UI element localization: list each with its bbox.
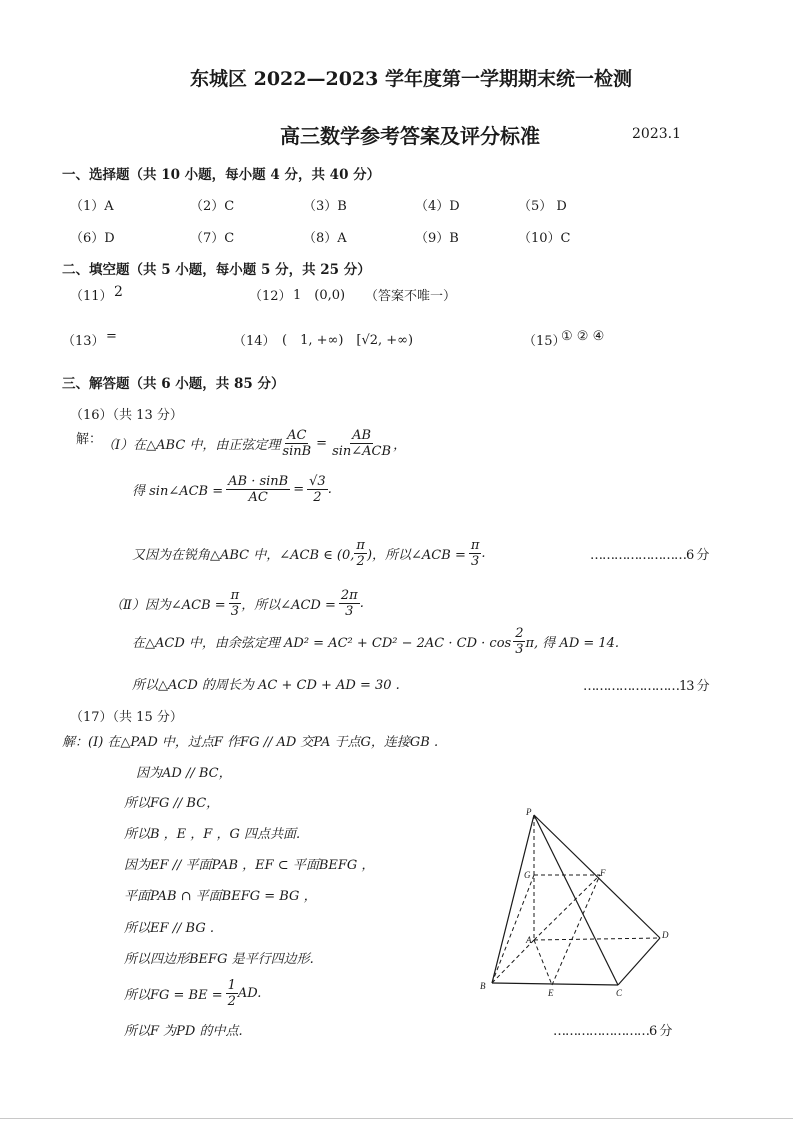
page-bottom-rule (0, 1118, 793, 1119)
fill-q15-answer: ① ② ④ (561, 329, 605, 344)
document-title: 东城区 2022—2023 学年度第一学期期末统一检测 (190, 68, 632, 90)
fill-q14-answer: ( 1, +∞) [√2, +∞) (282, 333, 414, 348)
edge-CD (618, 938, 660, 985)
fraction: $\frac{\pi}{3}$ (230, 588, 240, 619)
choice-answer: （6）D (70, 231, 115, 246)
section-heading-choice: 一、选择题（共 10 小题，每小题 4 分，共 40 分） (62, 167, 381, 183)
edge-AF (534, 875, 600, 940)
q17-line4: 所以B ，E ，F ，G 四点共面. (124, 827, 301, 842)
document-date: 2023.1 (632, 126, 681, 142)
edge-GB (492, 875, 534, 983)
vertex-label-B: B (480, 981, 486, 991)
q16-score2: ……………………13 分 (583, 679, 709, 694)
edge-EF (552, 875, 600, 985)
vertex-label-C: C (616, 988, 623, 998)
edge-AB (492, 940, 534, 983)
q17-line6: 平面PAB ∩ 平面BEFG = BG ， (124, 889, 317, 904)
vertex-label-D: D (662, 930, 669, 940)
fraction: $\frac{AC}{\sin B}$ (282, 428, 312, 459)
fill-q14-label: （14） (233, 334, 276, 349)
fraction: $\frac{√3}{2}$ (309, 474, 326, 505)
q16-label: （16）（共 13 分） (70, 408, 183, 423)
q16-line1-prefix: （Ⅰ）在△ABC 中，由正弦定理 (102, 438, 281, 453)
q16-jie: 解： (76, 432, 103, 447)
fraction: $\frac{\pi}{2}$ (356, 538, 365, 569)
vertex-label-G: G (524, 870, 531, 880)
choice-answer: （4）D (415, 199, 460, 214)
vertex-label-P: P (526, 807, 532, 817)
fraction: $\frac{\pi}{3}$ (470, 538, 480, 569)
edge-PD (534, 815, 660, 938)
q17-line10: 所以F 为PD 的中点. (124, 1024, 243, 1039)
vertex-label-F: F (600, 868, 606, 878)
q16-line6: 所以△ACD 的周长为 AC + CD + AD = 30 . (132, 678, 400, 693)
choice-answer: （1）A (70, 199, 114, 214)
choice-answer: （9）B (415, 231, 459, 246)
choice-answer: （7）C (190, 231, 235, 246)
edge-BC (492, 983, 618, 985)
fill-q11-label: （11） (70, 289, 113, 304)
q17-line9: 所以FG = BE = $\frac{1}{2}$ AD. (124, 978, 262, 1009)
q16-line2: 得 sin∠ACB = $\frac{AB \cdot \sin B}{AC}$ = $\frac{√3}{2}$ . (132, 474, 332, 505)
choice-answer: （10）C (518, 231, 571, 246)
q16-line5: 在△ACD 中，由余弦定理 AD² = AC² + CD² − 2AC · CD · cos $\frac{2}{3}$ π, 得 AD = 14. (132, 626, 620, 657)
fraction: $\frac{AB \cdot \sin B}{AC}$ (228, 474, 289, 505)
q17-line1: 解：(Ⅰ) 在△PAD 中，过点F 作FG // AD 交PA 于点G，连接GB . (62, 735, 439, 750)
q17-line8: 所以四边形BEFG 是平行四边形. (124, 952, 314, 967)
fill-q12-note: （答案不唯一） (365, 289, 457, 304)
document-subtitle: 高三数学参考答案及评分标准 (280, 124, 540, 148)
pyramid-figure (470, 805, 675, 1000)
vertex-label-E: E (548, 988, 554, 998)
q16-line1: （Ⅰ）在△ABC 中，由正弦定理 $\frac{AC}{\sin B}$ = $\frac{AB}{\text{sin∠ACB}}$ ， (102, 428, 407, 459)
fraction: $\frac{AB}{\text{sin∠ACB}}$ (332, 428, 392, 459)
choice-answer: （2）C (190, 199, 235, 214)
fraction: $\frac{2}{3}$ (515, 626, 524, 657)
edge-AD (534, 938, 660, 940)
choice-answer: （8）A (303, 231, 347, 246)
choice-answer: （5） D (518, 199, 567, 214)
q17-line7: 所以EF // BG . (124, 921, 214, 936)
fraction: $\frac{2\pi}{3}$ (340, 588, 358, 619)
q17-label: （17）（共 15 分） (70, 710, 183, 725)
section-heading-fill: 二、填空题（共 5 小题，每小题 5 分，共 25 分） (62, 262, 371, 278)
q16-line4: （Ⅱ）因为∠ACB = $\frac{\pi}{3}$ ，所以∠ACD = $\frac{2\pi}{3}$ . (110, 588, 364, 619)
vertex-label-A: A (526, 935, 532, 945)
q16-line3: 又因为在锐角△ABC 中，∠ACB ∈ (0, $\frac{\pi}{2}$ )，所以∠ACB = $\frac{\pi}{3}$ . (132, 538, 486, 569)
fill-q12-label: （12） (249, 289, 292, 304)
q17-score: ……………………6 分 (553, 1024, 672, 1039)
choice-answer: （3）B (303, 199, 347, 214)
edge-PB (492, 815, 534, 983)
q17-line5: 因为EF // 平面PAB ，EF ⊂ 平面BEFG ， (124, 858, 375, 873)
q17-line2: 因为AD // BC， (136, 766, 232, 781)
fill-q13-label: （13） (62, 334, 105, 349)
fill-q15-label: （15） (523, 334, 566, 349)
edge-PC (534, 815, 618, 985)
q16-score1: ……………………6 分 (590, 548, 709, 563)
fill-q11-answer: 2 (114, 284, 123, 300)
edge-AE (534, 940, 552, 985)
section-heading-solve: 三、解答题（共 6 小题，共 85 分） (62, 376, 285, 392)
fill-q13-answer: = (106, 329, 117, 344)
fraction: $\frac{1}{2}$ (227, 978, 236, 1009)
fill-q12-answer: 1 (0,0) (293, 288, 346, 303)
q17-line3: 所以FG // BC， (124, 796, 220, 811)
